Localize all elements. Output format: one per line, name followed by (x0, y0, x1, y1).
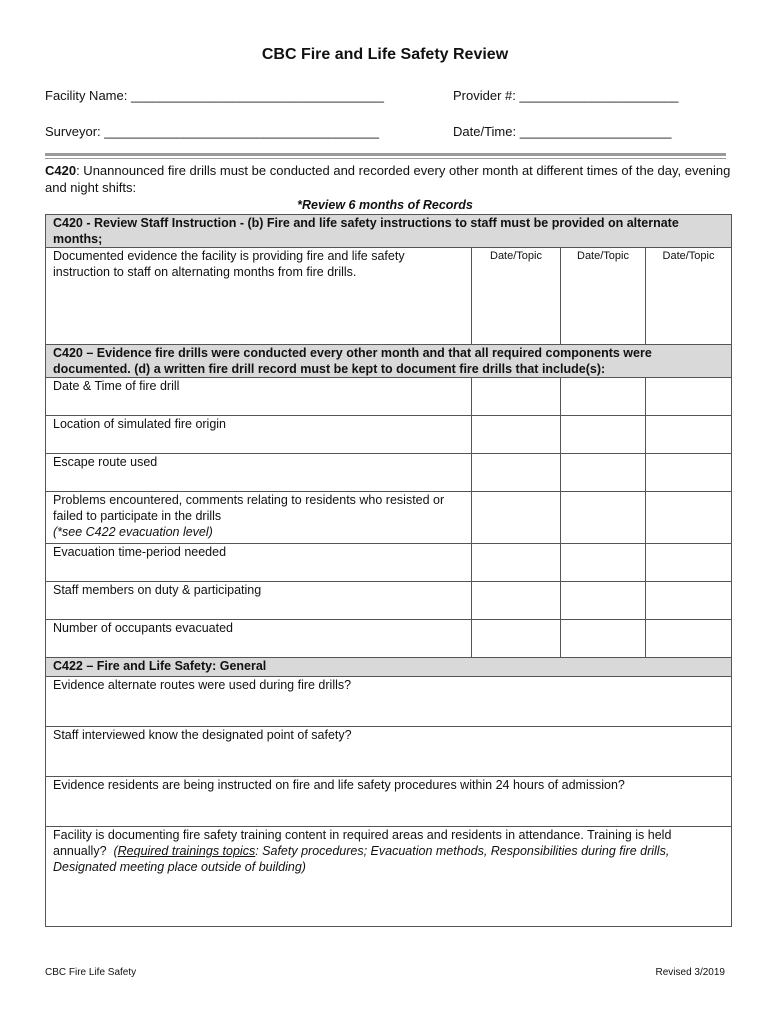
row-label-evacuation-time: Evacuation time-period needed (46, 544, 472, 582)
footer-revision: Revised 3/2019 (655, 967, 725, 978)
cell-staff-on-duty-3[interactable] (646, 582, 732, 620)
review-table (45, 214, 732, 927)
intro-body: : Unannounced fire drills must be conducted and recorded every other month at different times of the day, evening and night shifts: (45, 163, 731, 195)
cell-evacuation-time-1[interactable] (472, 544, 561, 582)
cell-staff-on-duty-1[interactable] (472, 582, 561, 620)
page-title: CBC Fire and Life Safety Review (261, 46, 509, 63)
row-label-problems (46, 492, 472, 544)
training-topics-label: Required trainings topics (117, 844, 256, 858)
cell-fire-origin-2[interactable] (561, 416, 646, 454)
review-note: *Review 6 months of Records (297, 198, 473, 212)
cell-occupants-2[interactable] (561, 620, 646, 658)
section-general-header: C422 – Fire and Life Safety: General (46, 658, 732, 677)
date-topic-header-2[interactable]: Date/Topic (561, 248, 646, 345)
date-topic-header-1[interactable]: Date/Topic (472, 248, 561, 345)
surveyor-field[interactable]: Surveyor: ______________________________________ (45, 124, 379, 139)
cell-evacuation-time-2[interactable] (561, 544, 646, 582)
cell-problems-2[interactable] (561, 492, 646, 544)
row-label-fire-origin: Location of simulated fire origin (46, 416, 472, 454)
provider-number-field[interactable]: Provider #: ______________________ (453, 88, 679, 103)
divider-thick (45, 153, 726, 156)
cell-escape-route-2[interactable] (561, 454, 646, 492)
cell-date-time-3[interactable] (646, 378, 732, 416)
training-paren: ( (113, 844, 118, 858)
row-resident-instruction[interactable]: Evidence residents are being instructed on fire and life safety procedures within 24 hours of admission? (46, 777, 732, 827)
section-fire-drill-evidence-header: C420 – Evidence fire drills were conducted every other month and that all required components were documented. (d) a written fire drill record must be kept to document fire drills that include(s): (46, 345, 732, 378)
footer-title: CBC Fire Life Safety (45, 967, 137, 978)
section-staff-instruction-header: C420 - Review Staff Instruction - (b) Fire and life safety instructions to staff must be provided on alternate months; (46, 215, 732, 248)
intro-text (45, 162, 735, 196)
problems-note: (*see C422 evacuation level) (53, 525, 213, 539)
cell-occupants-1[interactable] (472, 620, 561, 658)
cell-problems-1[interactable] (472, 492, 561, 544)
training-text: Facility is documenting fire safety training content in required areas and residents in attendance. Training is held annually? (53, 828, 672, 858)
staff-instruction-description: Documented evidence the facility is providing fire and life safety instruction to staff on alternating months from fire drills. (46, 248, 472, 345)
row-label-escape-route: Escape route used (46, 454, 472, 492)
date-time-field[interactable]: Date/Time: _____________________ (453, 124, 672, 139)
date-topic-header-3[interactable]: Date/Topic (646, 248, 732, 345)
intro-code: C420 (45, 163, 77, 178)
row-label-date-time: Date & Time of fire drill (46, 378, 472, 416)
cell-staff-on-duty-2[interactable] (561, 582, 646, 620)
facility-name-field[interactable]: Facility Name: ___________________________________ (45, 88, 385, 103)
training-topics-text: : Safety procedures; Evacuation methods, Responsibilities during fire drills, Designated meeting place outside of building) (53, 844, 670, 874)
cell-evacuation-time-3[interactable] (646, 544, 732, 582)
row-alternate-routes[interactable]: Evidence alternate routes were used during fire drills? (46, 677, 732, 727)
row-label-occupants-evacuated: Number of occupants evacuated (46, 620, 472, 658)
cell-date-time-1[interactable] (472, 378, 561, 416)
cell-escape-route-1[interactable] (472, 454, 561, 492)
problems-text: Problems encountered, comments relating to residents who resisted or failed to participate in the drills (53, 493, 445, 523)
row-training-documentation[interactable] (46, 827, 732, 927)
cell-fire-origin-3[interactable] (646, 416, 732, 454)
divider-thin (45, 158, 726, 159)
row-point-of-safety[interactable]: Staff interviewed know the designated point of safety? (46, 727, 732, 777)
cell-date-time-2[interactable] (561, 378, 646, 416)
row-label-staff-on-duty: Staff members on duty & participating (46, 582, 472, 620)
cell-escape-route-3[interactable] (646, 454, 732, 492)
cell-problems-3[interactable] (646, 492, 732, 544)
cell-fire-origin-1[interactable] (472, 416, 561, 454)
cell-occupants-3[interactable] (646, 620, 732, 658)
